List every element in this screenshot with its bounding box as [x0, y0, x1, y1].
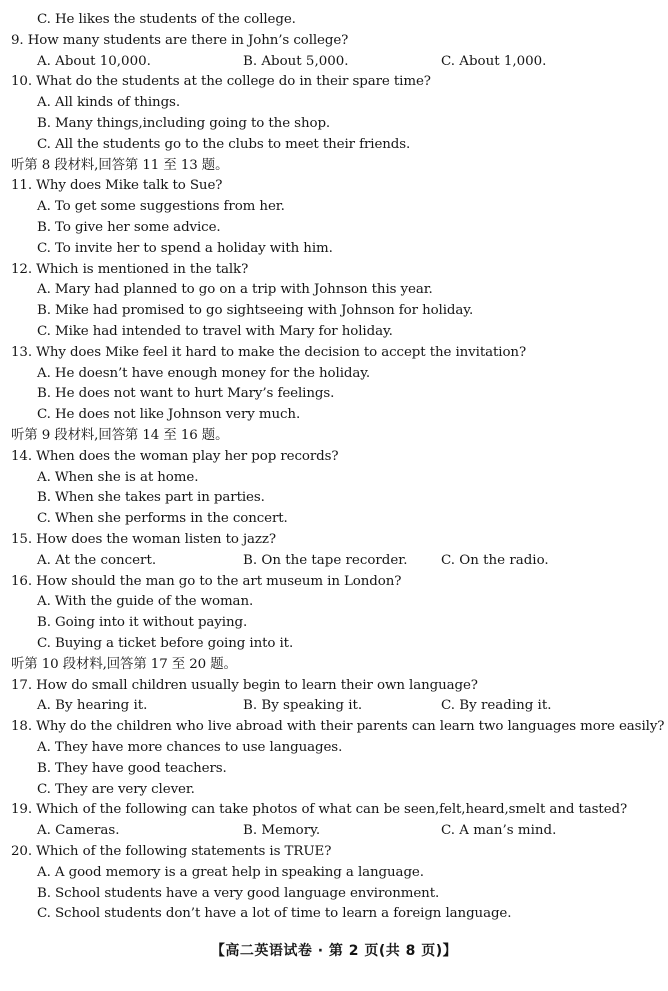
- option-line: B. School students have a very good language environment.: [37, 886, 440, 901]
- option-c: C. On the radio.: [441, 553, 549, 568]
- option-line: C. All the students go to the clubs to meet their friends.: [37, 137, 411, 152]
- option-line: B. When she takes part in parties.: [37, 490, 265, 505]
- option-line: A. A good memory is a great help in speaking a language.: [37, 865, 424, 880]
- option-a: A. About 10,000.: [37, 54, 151, 69]
- option-c: C. By reading it.: [441, 698, 552, 713]
- option-line: B. They have good teachers.: [37, 761, 227, 776]
- option-a: A. At the concert.: [37, 553, 157, 568]
- question-line: 12. Which is mentioned in the talk?: [11, 262, 249, 277]
- section-instruction: 听第 8 段材料,回答第 11 至 13 题。: [11, 158, 229, 173]
- question-line: 10. What do the students at the college do in their spare time?: [11, 74, 431, 89]
- option-b: B. By speaking it.: [243, 698, 363, 713]
- option-c: C. About 1,000.: [441, 54, 547, 69]
- option-line: C. When she performs in the concert.: [37, 511, 288, 526]
- option-b: B. Memory.: [243, 823, 321, 838]
- option-line: B. Going into it without paying.: [37, 615, 248, 630]
- option-b: B. On the tape recorder.: [243, 553, 408, 568]
- option-line: C. He likes the students of the college.: [37, 12, 296, 27]
- option-line: A. They have more chances to use languages.: [37, 740, 343, 755]
- question-line: 14. When does the woman play her pop records?: [11, 449, 339, 464]
- question-line: 15. How does the woman listen to jazz?: [11, 532, 276, 547]
- section-instruction: 听第 9 段材料,回答第 14 至 16 题。: [11, 428, 229, 443]
- question-line: 13. Why does Mike feel it hard to make the decision to accept the invitation?: [11, 345, 527, 360]
- option-line: C. School students don’t have a lot of time to learn a foreign language.: [37, 906, 512, 921]
- option-line: A. He doesn’t have enough money for the holiday.: [37, 366, 371, 381]
- option-line: C. To invite her to spend a holiday with him.: [37, 241, 333, 256]
- option-line: A. Mary had planned to go on a trip with Johnson this year.: [37, 282, 433, 297]
- option-line: A. With the guide of the woman.: [37, 594, 254, 609]
- question-line: 20. Which of the following statements is TRUE?: [11, 844, 332, 859]
- option-line: A. To get some suggestions from her.: [37, 199, 285, 214]
- option-b: B. About 5,000.: [243, 54, 349, 69]
- question-line: 9. How many students are there in John’s college?: [11, 33, 349, 48]
- option-a: A. By hearing it.: [37, 698, 148, 713]
- option-line: C. They are very clever.: [37, 782, 195, 797]
- question-line: 11. Why does Mike talk to Sue?: [11, 178, 223, 193]
- option-line: B. To give her some advice.: [37, 220, 221, 235]
- question-line: 19. Which of the following can take photos of what can be seen,felt,heard,smelt and tasted?: [11, 802, 628, 817]
- option-line: C. He does not like Johnson very much.: [37, 407, 301, 422]
- section-instruction: 听第 10 段材料,回答第 17 至 20 题。: [11, 657, 237, 672]
- page-footer: 【高二英语试卷 · 第 2 页(共 8 页)】: [210, 943, 458, 959]
- option-line: B. He does not want to hurt Mary’s feelings.: [37, 386, 335, 401]
- option-line: B. Mike had promised to go sightseeing with Johnson for holiday.: [37, 303, 474, 318]
- question-line: 17. How do small children usually begin to learn their own language?: [11, 678, 478, 693]
- option-line: C. Mike had intended to travel with Mary for holiday.: [37, 324, 393, 339]
- option-c: C. A man’s mind.: [441, 823, 557, 838]
- option-line: B. Many things,including going to the shop.: [37, 116, 331, 131]
- option-line: A. All kinds of things.: [37, 95, 180, 110]
- question-line: 16. How should the man go to the art museum in London?: [11, 574, 402, 589]
- option-a: A. Cameras.: [37, 823, 120, 838]
- option-line: C. Buying a ticket before going into it.: [37, 636, 294, 651]
- option-line: A. When she is at home.: [37, 470, 199, 485]
- question-line: 18. Why do the children who live abroad with their parents can learn two languages more easily?: [11, 719, 665, 734]
